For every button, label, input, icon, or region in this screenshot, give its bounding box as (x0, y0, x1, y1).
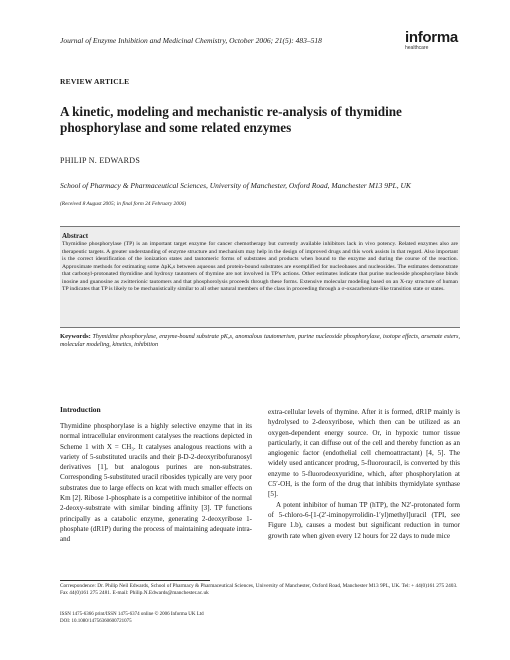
publisher-logo (405, 29, 458, 51)
section-heading-introduction: Introduction (60, 405, 101, 414)
body-column-right (268, 407, 460, 541)
author-name: PHILIP N. EDWARDS (60, 156, 141, 165)
body-paragraph: A potent inhibitor of human TP (hTP), the N2′-protonated form of 5-chloro-6-[1-(2′-iminopyrrolidin-1′yl)methyl]uracil (TPI, see Figure 1.b), causes a modest but significant reduction in tumor growth rate when given every 12 hours for 22 days to nude mice (268, 500, 460, 540)
correspondence-text: Correspondence: Dr. Philip Neil Edwards, School of Pharmacy & Pharmaceutical Sciences, University of Manchester, Oxford Road, Manchester M13 9PL, UK. Tel: + 44(0)161 275 2403. Fax 44(0)161 275 2481. E-mail: Philip.N.Edwards@manchester.ac.uk (60, 583, 458, 597)
issn-line: ISSN 1475-6366 print/ISSN 1475-6374 online © 2006 Informa UK Ltd (60, 612, 204, 617)
keywords-text: Thymidine phosphorylase, enzyme-bound substrate pKₐs, anomalous tautomerism, purine nucleoside phosphorylase, isotope effects, arsenate esters, molecular modeling, kinetics, inhibition (60, 334, 460, 349)
received-dates: (Received 8 August 2005; in final form 24 February 2006) (60, 201, 187, 207)
abstract-box (60, 226, 460, 328)
doi-line: DOI: 10.1080/14756360600721075 (60, 618, 132, 624)
abstract-heading: Abstract (62, 232, 89, 240)
journal-citation: Journal of Enzyme Inhibition and Medicinal Chemistry, October 2006; 21(5): 483–518 (60, 36, 322, 45)
body-paragraph: Thymidine phosphorylase is a highly selective enzyme that in its normal intracellular environment catalyses the reactions depicted in Scheme 1 with X = CH₃. It catalyses analogous reactions with a variety of 5-substituted uracils and their β-D-2-deoxyribofuranosyl derivatives [1], but analogous purines are non-substrates. Corresponding 5-substituted uracil ribosides typically are very poor substrates due to large effects on kcat with much smaller effects on Km [2]. Ribose 1-phosphate is a competitive inhibitor of the normal 2-deoxy-substrate with similar binding affinity [3]. TP functions principally as a catabolic enzyme, generating 2-deoxyribose 1-phosphate (dR1P) during the process of maintaining adequate intra- and (60, 422, 252, 544)
author-affiliation: School of Pharmacy & Pharmaceutical Sciences, University of Manchester, Oxford Road, Manchester M13 9PL, UK (60, 181, 411, 190)
footnote-divider (60, 580, 210, 581)
issn-block (60, 612, 460, 626)
logo-subtitle: healthcare (405, 45, 429, 51)
keywords (60, 333, 460, 350)
body-column-left (60, 421, 252, 545)
article-title: A kinetic, modeling and mechanistic re-analysis of thymidine phosphorylase and some related enzymes (60, 104, 402, 135)
keywords-label: Keywords: (60, 333, 91, 340)
body-paragraph: extra-cellular levels of thymine. After it is formed, dR1P mainly is hydrolysed to 2-deoxyribose, which then can be utilized as an oxygen-dependent energy source. Or, in hypoxic tumor tissue particularly, it can diffuse out of the cell and thereby function as an angiogenic factor (endothelial cell chemoattractant) [4, 5]. The widely used anticancer prodrug, 5-fluorouracil, is converted by this enzyme to 5-fluorodeoxyuridine, which, after phosphorylation at C5′-OH, is the form of the drug that inhibits thymidylate synthase [5]. (268, 408, 460, 499)
logo-wordmark: informa (405, 29, 458, 46)
correspondence-footnote (60, 583, 460, 598)
abstract-text: Thymidine phosphorylase (TP) is an important target enzyme for cancer chemotherapy but currently available inhibitors lack in vivo potency. Related enzymes also are therapeutic targets. A greater understanding of enzyme structure and mechanism may help in the design of improved drugs and this work assists in that regard. Also important is the correct identification of the ionization states and tautomeric forms of substrates and products when bound to the enzyme and during the course of the reaction. Approximate methods for estimating some ΔpKₐs between aqueous and protein-bound substrates are exemplified for nucleobases and nucleosides. The estimates demonstrate that carbonyl-protonated thymidine and hydroxy tautomers of thymine are not involved in TP's actions. Other estimates indicate that purine nucleoside phosphorylase binds inosine and guanosine as zwitterionic tautomers and that phosphorolysis proceeds through these forms. Extensive molecular modeling based on an X-ray structure of human TP indicates that TP is likely to be mechanistically similar to all other natural members of the class in proceeding through a σ-oxacarbenium-like transition state or states. (62, 241, 458, 293)
article-type: REVIEW ARTICLE (60, 77, 130, 86)
